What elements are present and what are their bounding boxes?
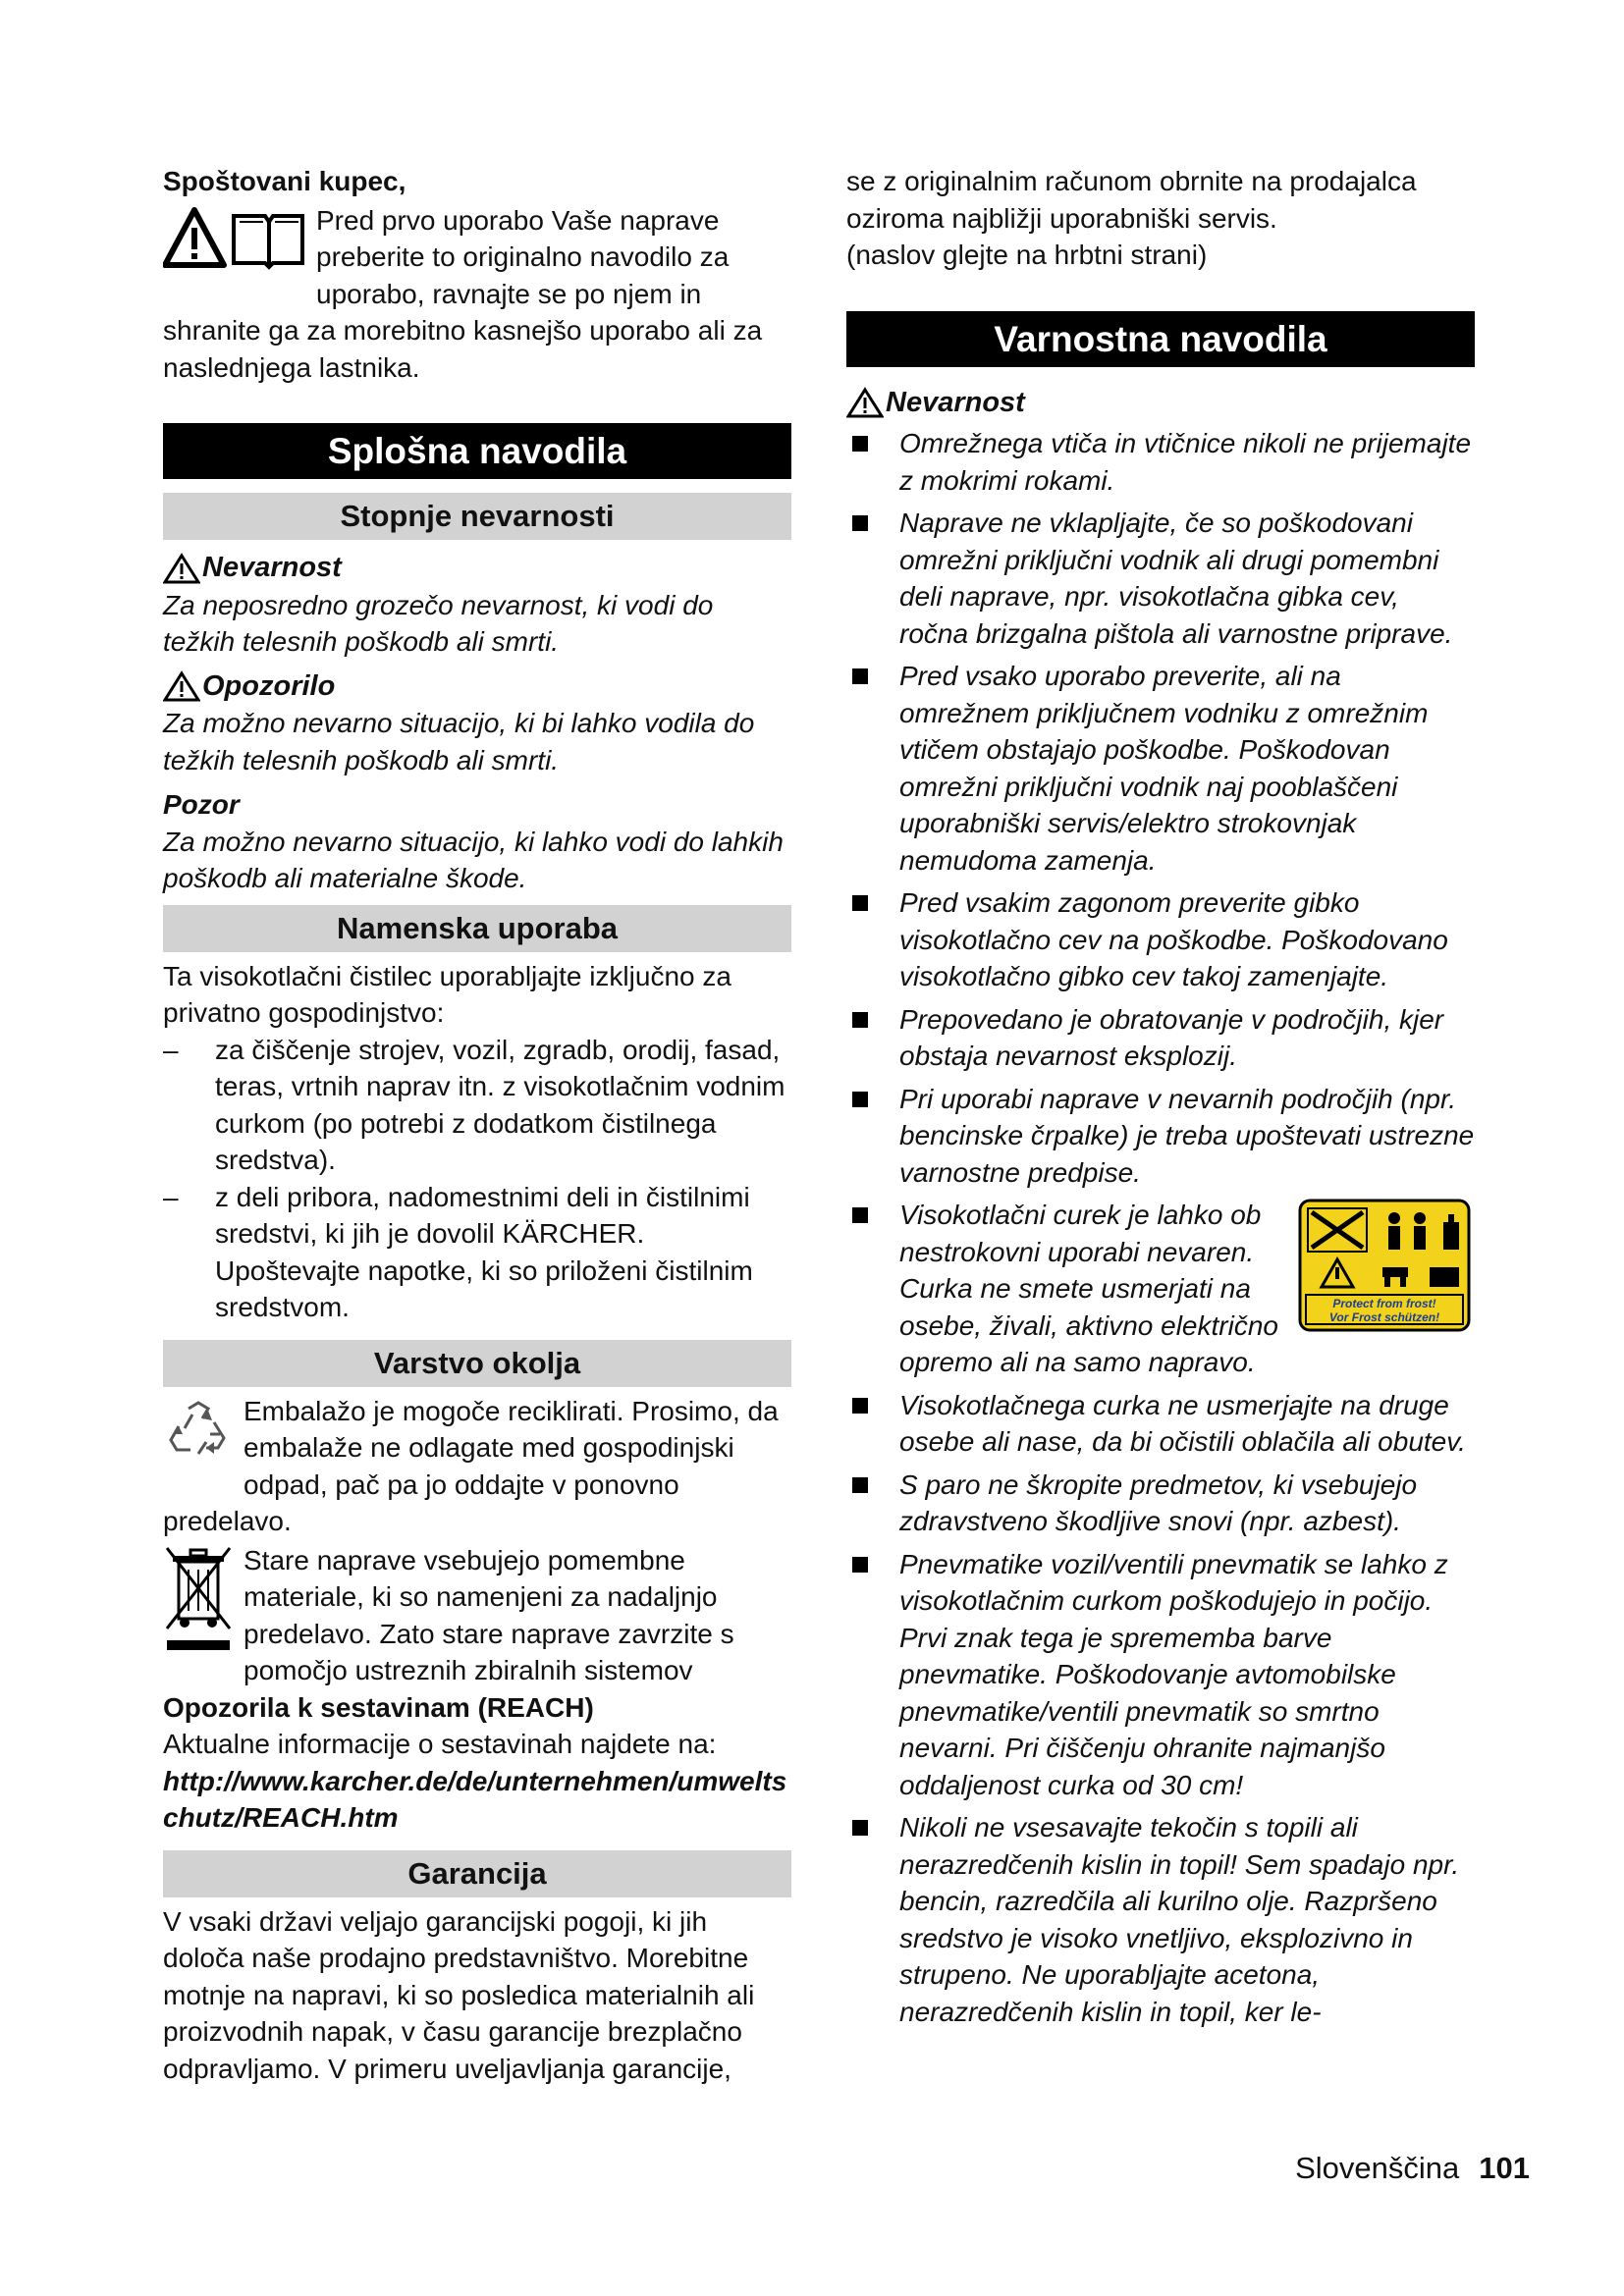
list-item: [846, 1081, 1475, 1192]
square-bullet: [852, 1820, 868, 1836]
subsection-intended-use: Namenska uporaba: [163, 905, 791, 952]
caution-text: Za možno nevarno situacijo, ki lahko vodi do lahkih poškodb ali materialne škode.: [163, 826, 784, 893]
address-note: (naslov glejte na hrbtni strani): [846, 240, 1208, 270]
square-bullet: [852, 668, 868, 684]
list-item: [846, 425, 1475, 499]
intro-text: Pred prvo uporabo Vaše naprave preberite to originalno navodilo za uporabo, ravnajte se po njem in shranite ga za morebitno kasnejšo uporabo ali za naslednjega lastnika.: [163, 204, 763, 383]
list-item: [846, 1546, 1475, 1804]
danger-label: Nevarnost: [886, 386, 1025, 418]
sticker-line-2: Vor Frost schützen!: [1328, 1310, 1440, 1324]
square-bullet: [852, 1012, 868, 1028]
danger-heading: [163, 550, 791, 587]
list-item-text: Pred vsakim zagonom preverite gibko visokotlačno cev na poškodbe. Poškodovano visokotlačno gibko cev takoj zamenjajte.: [899, 887, 1448, 991]
footer-language: Slovenščina: [1295, 2151, 1460, 2185]
danger-label: Nevarnost: [202, 552, 342, 583]
recycle-text: Embalažo je mogoče reciklirati. Prosimo, da embalaže ne odlagate med gospodinjski odpad, pač pa jo oddajte v ponovno predelavo.: [163, 1395, 779, 1536]
warning-heading: [163, 668, 791, 706]
left-column: [163, 163, 791, 2087]
list-item-text: z deli pribora, nadomestnimi deli in čistilnimi sredstvi, ki jih je dovolil KÄRCHER. Upoštevajte napotke, ki so priloženi čistilnim sredstvom.: [215, 1181, 753, 1322]
weee-text: Stare naprave vsebujejo pomembne materiale, ki so namenjeni za nadaljnjo predelavo. Zato stare naprave zavrzite s pomočjo ustreznih zbiralnih sistemov: [244, 1544, 734, 1685]
recycle-icon: [163, 1399, 234, 1471]
intended-use-list: [163, 1032, 791, 1326]
square-bullet: [852, 1557, 868, 1573]
list-item-text: Visokotlačnega curka ne usmerjajte na druge osebe ali nase, da bi očistili oblačila ali obutev.: [899, 1389, 1466, 1457]
square-bullet: [852, 1207, 868, 1223]
section-title-safety: Varnostna navodila: [846, 311, 1475, 367]
dash-bullet: –: [163, 1181, 179, 1212]
safety-list: [846, 425, 1475, 2030]
square-bullet: [852, 436, 868, 452]
list-item: [846, 658, 1475, 879]
weee-bin-icon: [163, 1544, 234, 1662]
intended-use-text: Ta visokotlačni čistilec uporabljajte izključno za privatno gospodinjstvo:: [163, 960, 731, 1028]
warning-manual-icon: [163, 206, 306, 281]
list-item-text: S paro ne škropite predmetov, ki vsebujejo zdravstveno škodljive snovi (npr. azbest).: [899, 1468, 1418, 1536]
list-item: [846, 1809, 1475, 2030]
list-item: [846, 884, 1475, 995]
list-item-text: Pri uporabi naprave v nevarnih področjih (npr. bencinske črpalke) je treba upoštevati ustrezne varnostne predpise.: [899, 1083, 1475, 1188]
reach-title: Opozorila k sestavinam (REACH): [163, 1691, 594, 1723]
right-column: [846, 163, 1475, 2036]
list-item: [846, 1387, 1475, 1461]
subsection-hazard-levels: Stopnje nevarnosti: [163, 493, 791, 540]
danger-text: Za neposredno grozečo nevarnost, ki vodi do težkih telesnih poškodb ali smrti.: [163, 589, 714, 657]
list-item-text: Prepovedano je obratovanje v področjih, kjer obstaja nevarnost eksplozij.: [899, 1003, 1444, 1071]
warranty-text: V vsaki državi veljajo garancijski pogoji, ki jih določa naše prodajno predstavništvo. Morebitne motnje na napravi, ki so posledica materialnih ali proizvodnih napak, v času garancije brezplačno odpravljamo. V primeru uveljavljanja garancije,: [163, 1905, 755, 2084]
subsection-warranty: Garancija: [163, 1850, 791, 1897]
warning-label: Opozorilo: [202, 669, 336, 702]
section-title-general: Splošna navodila: [163, 423, 791, 479]
list-item-text: Visokotlačni curek je lahko ob nestrokovni uporabi nevaren. Curka ne smete usmerjati na osebe, živali, aktivno električno opremo ali na samo napravo.: [899, 1200, 1278, 1377]
list-item-text: Omrežnega vtiča in vtičnice nikoli ne prijemajte z mokrimi rokami.: [899, 428, 1472, 496]
dash-bullet: –: [163, 1034, 179, 1065]
list-item: [163, 1179, 791, 1326]
list-item: [846, 1001, 1475, 1075]
weee-block: [163, 1542, 791, 1689]
intro-block: [163, 202, 791, 387]
square-bullet: [852, 515, 868, 531]
danger-triangle-icon: [846, 387, 884, 418]
square-bullet: [852, 1477, 868, 1493]
sticker-line-1: Protect from frost!: [1332, 1297, 1436, 1310]
recycle-block: [163, 1393, 791, 1540]
square-bullet: [852, 1092, 868, 1107]
page-footer: [1295, 2150, 1530, 2187]
subsection-environment: Varstvo okolja: [163, 1340, 791, 1387]
safety-danger-heading: [846, 385, 1475, 422]
list-item: [846, 1467, 1475, 1540]
warning-text: Za možno nevarno situacijo, ki bi lahko vodila do težkih telesnih poškodb ali smrti.: [163, 708, 755, 775]
list-item-text: Pred vsako uporabo preverite, ali na omrežnem priključnem vodniku z omrežnim vtičem obstajajo poškodbe. Poškodovan omrežni priključni vodnik naj pooblaščeni uporabniški servis/elektro strokovnjak nemudoma zamenja.: [899, 661, 1429, 876]
list-item: [163, 1032, 791, 1179]
warning-triangle-icon: [163, 670, 200, 702]
warranty-continued: se z originalnim računom obrnite na prodajalca oziroma najbližji uporabniški servis.: [846, 166, 1417, 234]
page-number: 101: [1479, 2151, 1530, 2185]
list-item-text: Nikoli ne vsesavajte tekočin s topili ali nerazredčenih kislin in topil! Sem spadajo npr. bencin, razredčila ali kurilno olje. Razpršeno sredstvo je visoko vnetljivo, eksplozivno in strupeno. Ne uporabljajte acetona, nerazredčenih kislin in topil, ker le-: [899, 1812, 1460, 2027]
list-item: [846, 1197, 1475, 1381]
list-item-text: Pnevmatike vozil/ventili pnevmatik se lahko z visokotlačnim curkom poškodujejo in počijo. Prvi znak tega je sprememba barve pnevmatike. Poškodovanje avtomobilske pnevmatike/ventili pnevmatik so smrtno nevarni. Pri čiščenju ohranite najmanjšo oddaljenost curka od 30 cm!: [899, 1548, 1448, 1800]
square-bullet: [852, 1398, 868, 1414]
square-bullet: [852, 895, 868, 911]
caution-label: Pozor: [163, 789, 240, 820]
frost-warning-sticker-icon: [1298, 1199, 1471, 1342]
reach-link[interactable]: http://www.karcher.de/de/unternehmen/umweltschutz/REACH.htm: [163, 1765, 787, 1833]
list-item-text: Naprave ne vklapljajte, če so poškodovani omrežni priključni vodnik ali drugi pomembni deli naprave, npr. visokotlačna gibka cev, ročna brizgalna pištola ali varnostne priprave.: [899, 507, 1453, 649]
greeting: Spoštovani kupec,: [163, 166, 406, 196]
list-item: [846, 505, 1475, 652]
danger-triangle-icon: [163, 553, 200, 584]
reach-text: Aktualne informacije o sestavinah najdete na:: [163, 1729, 717, 1759]
list-item-text: za čiščenje strojev, vozil, zgradb, orodij, fasad, teras, vrtnih naprav itn. z visokotlačnim vodnim curkom (po potrebi z dodatkom čistilnega sredstva).: [215, 1034, 785, 1175]
